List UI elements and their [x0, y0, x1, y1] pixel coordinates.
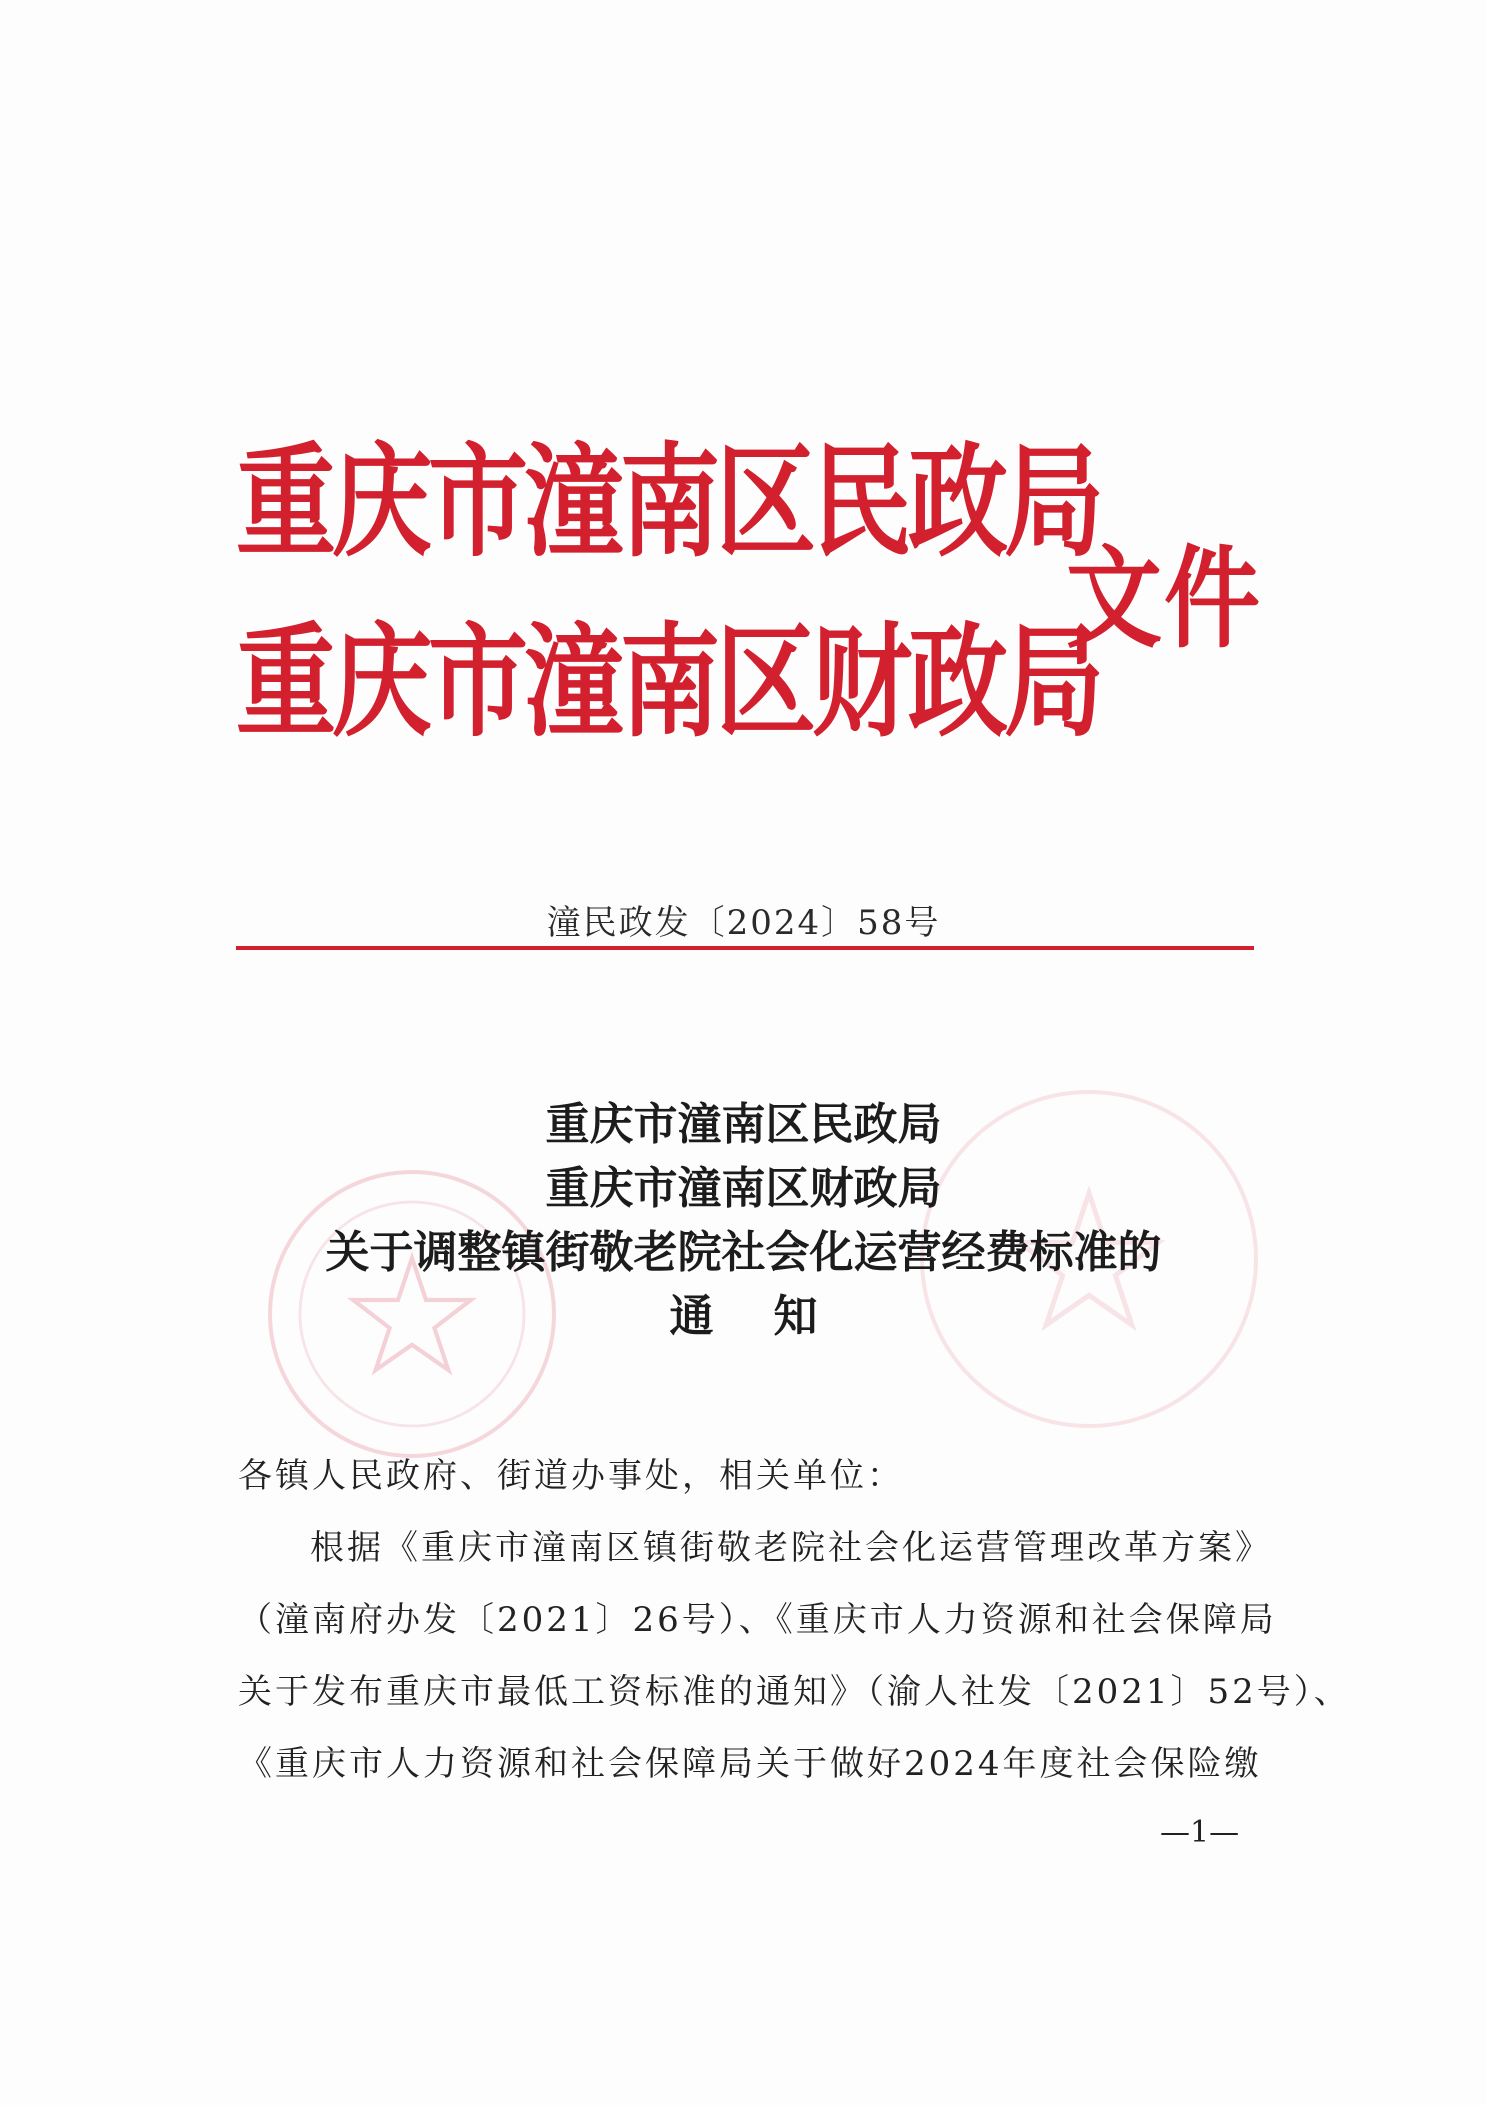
red-separator-line: [236, 946, 1254, 950]
issuer-line-2: 重庆市潼南区财政局: [236, 611, 1100, 754]
title-line-4: 通知: [669, 1291, 878, 1342]
issuer-suffix: 文件: [1066, 534, 1262, 664]
body-paragraph-line: 根据《重庆市潼南区镇街敬老院社会化运营管理改革方案》: [310, 1528, 1272, 1568]
title-line-2: 重庆市潼南区财政局: [545, 1163, 942, 1214]
title-line-1: 重庆市潼南区民政局: [545, 1099, 942, 1150]
page-number: —1—: [1160, 1815, 1240, 1850]
document-number: 潼民政发〔2024〕58号: [546, 903, 941, 943]
title-line-3: 关于调整镇街敬老院社会化运营经费标准的: [325, 1227, 1162, 1278]
document-title: [0, 1093, 1487, 1349]
issuer-line-1: 重庆市潼南区民政局: [236, 431, 1100, 574]
body-paragraph-line: 《重庆市人力资源和社会保障局关于做好2024年度社会保险缴: [238, 1744, 1262, 1784]
red-header: [236, 430, 1276, 810]
salutation: 各镇人民政府、街道办事处，相关单位：: [238, 1456, 904, 1496]
body-paragraph-line: 关于发布重庆市最低工资标准的通知》（渝人社发〔2021〕52号）、: [238, 1672, 1351, 1712]
body-paragraph-line: （潼南府办发〔2021〕26号）、《重庆市人力资源和社会保障局: [238, 1600, 1277, 1640]
